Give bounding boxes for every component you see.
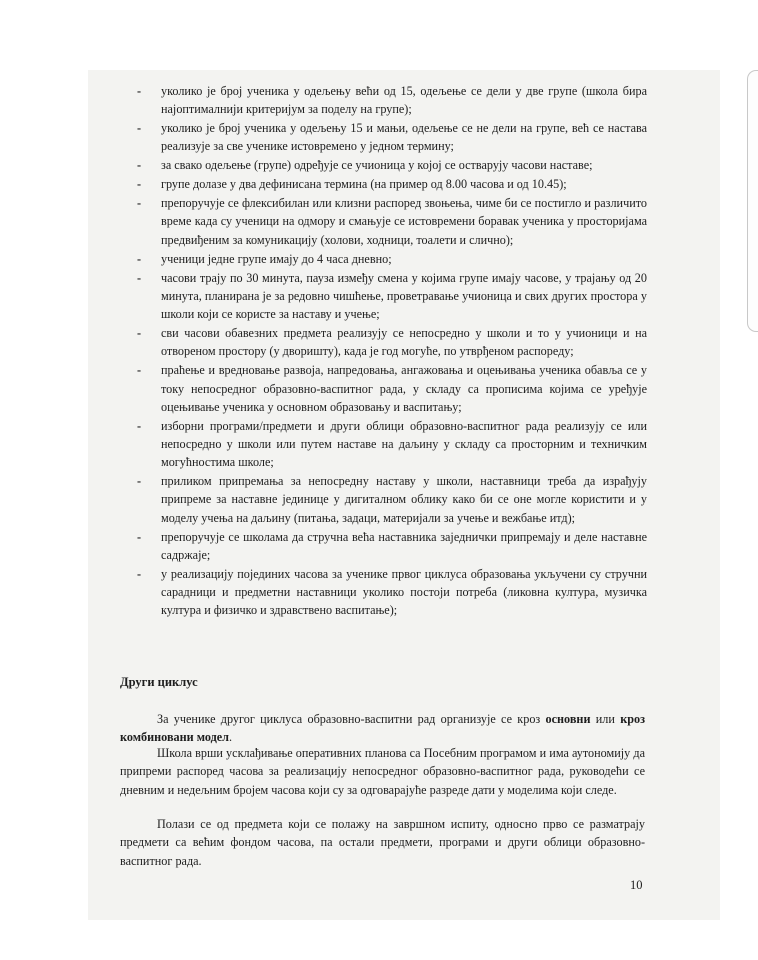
bullet-dash: - — [137, 84, 142, 98]
bullet-dash: - — [137, 158, 142, 173]
bullet-dash: - — [137, 566, 142, 581]
bullet-dash: - — [137, 418, 142, 433]
page-number: 10 — [630, 878, 643, 892]
bullet-dash: - — [137, 326, 142, 341]
list-item: - уколико је број ученика у одељењу већи од 15, одељење се дели у две групе (школа бира најоптималнији критеријум за поделу на групе); — [137, 84, 647, 117]
paragraph-schedule: Школа врши усклађивање оперативних планова са Посебним програмом и има аутономију да припреми распоред часова за реализацију непосредног образовно-васпитног рада, руководећи се дневним и недељним бројем часова који су за одговарајуће разреде дати у моделима који следе. — [120, 746, 645, 797]
bullet-dash: - — [137, 177, 142, 192]
list-item: - праћење и вредновање развоја, напредовања, ангажовања и оцењивања ученика обавља се у току непосредног образовно-васпитног рада, у складу са прописима којима се уређује оцењивање ученика у основном образовању и васпитању; — [137, 363, 647, 414]
paragraph-intro: За ученике другог циклуса образовно-васпитни рад организује се кроз основни или кроз комбиновани модел. — [120, 712, 645, 745]
bullet-dash: - — [137, 121, 142, 136]
list-item: - препоручује се школама да стручна већа наставника заједнички припремају и деле наставне садржаје; — [137, 529, 647, 562]
bullet-dash: - — [137, 529, 142, 544]
list-item: - изборни програми/предмети и други облици образовно-васпитног рада реализују се или непосредно у школи или путем наставе на даљину у складу са просторним и техничким могућностима школе; — [137, 418, 647, 470]
list-item: - часови трају по 30 минута, пауза између смена у којима групе имају часове, у трајању од 20 минута, планирана је за редовно чишћење, проветравање учионица и свих других простора у школи који се користе за наставу и учење; — [137, 270, 647, 322]
scroll-tab[interactable] — [747, 70, 758, 332]
bullet-dash: - — [137, 474, 142, 489]
bullet-dash: - — [137, 363, 142, 378]
list-item: - за свако одељење (групе) одређује се учионица у којој се остварују часови наставе; — [137, 156, 647, 174]
list-item: - сви часови обавезних предмета реализују се непосредно у школи и то у учионици и на отвореном простору (у дворишту), када је год могуће, по утврђеном распореду; — [137, 326, 647, 359]
list-item: - приликом припремања за непосредну наставу у школи, наставници треба да израђују припреме за наставне јединице у дигиталном облику како би се оне могле користити и у моделу учења на даљину (питања, задаци, материјали за учење и вежбање итд); — [137, 474, 647, 525]
section-heading: Други циклус — [120, 675, 198, 689]
list-item: - препоручује се флексибилан или клизни распоред звоњења, чиме би се постигло и различито време када су ученици на одмору и смањује се истовремени боравак ученика у просторијама предвиђеним за комуникацију (холови, ходници, тоалети и слично); — [137, 196, 647, 247]
list-item: - групе долазе у два дефинисана термина (на пример од 8.00 часова и од 10.45); — [137, 175, 647, 193]
list-item: - у реализацију појединих часова за ученике првог циклуса образовања укључени су стручни сарадници и предметни наставници уколико постоји потреба (ликовна култура, музичка култура и физичко и здравствено васпитање); — [137, 566, 647, 618]
bullet-dash: - — [137, 196, 142, 211]
bullet-list — [137, 82, 647, 620]
paragraph-subjects: Полази се од предмета који се полажу на завршном испиту, односно прво се разматрају предмети са већим фондом часова, па остали предмети, програми и други облици образовно-васпитног рада. — [120, 817, 645, 868]
list-item: - уколико је број ученика у одељењу 15 и мањи, одељење се не дели на групе, већ се настава реализује за све ученике истовремено у једном термину; — [137, 121, 647, 154]
list-item: - ученици једне групе имају до 4 часа дневно; — [137, 250, 647, 268]
bullet-dash: - — [137, 251, 142, 266]
bullet-dash: - — [137, 270, 142, 285]
